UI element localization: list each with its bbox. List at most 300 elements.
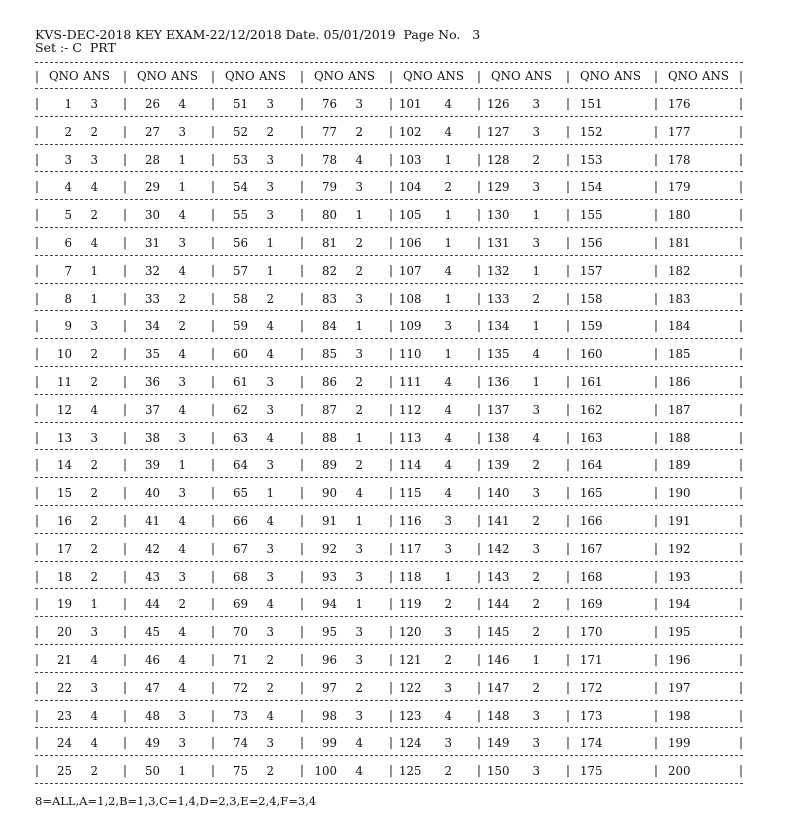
question-number: 124 bbox=[399, 736, 422, 751]
answer: 3 bbox=[532, 180, 540, 195]
answer: 3 bbox=[444, 541, 452, 556]
column-separator: | bbox=[211, 262, 215, 277]
question-number: 164 bbox=[580, 458, 603, 473]
question-number: 64 bbox=[232, 458, 248, 473]
answer: 3 bbox=[266, 736, 274, 751]
column-separator: | bbox=[389, 318, 393, 333]
question-number: 155 bbox=[580, 208, 603, 223]
column-separator: | bbox=[35, 735, 39, 750]
answer: 3 bbox=[178, 430, 186, 445]
qno-header: QNO bbox=[49, 69, 79, 83]
column-separator: | bbox=[300, 707, 304, 722]
column-separator: | bbox=[35, 540, 39, 555]
answer: 1 bbox=[90, 291, 98, 306]
question-number: 96 bbox=[321, 652, 337, 667]
column-separator: | bbox=[654, 596, 658, 611]
qno-header: QNO bbox=[314, 69, 344, 83]
column-separator: | bbox=[477, 707, 481, 722]
column-separator: | bbox=[211, 568, 215, 583]
answer: 3 bbox=[532, 124, 540, 139]
answer: 2 bbox=[532, 513, 540, 528]
column-separator: | bbox=[739, 318, 743, 333]
question-number: 46 bbox=[144, 652, 160, 667]
column-separator: | bbox=[211, 179, 215, 194]
question-number: 151 bbox=[580, 97, 603, 111]
answer: 4 bbox=[266, 513, 274, 528]
column-separator: | bbox=[35, 429, 39, 444]
answer: 1 bbox=[532, 319, 540, 334]
column-separator: | bbox=[300, 651, 304, 666]
question-number: 93 bbox=[321, 569, 337, 584]
question-number: 4 bbox=[64, 180, 72, 195]
question-number: 179 bbox=[668, 180, 691, 195]
column-separator: | bbox=[654, 234, 658, 249]
answer: 3 bbox=[444, 625, 452, 640]
question-number: 1 bbox=[64, 97, 72, 111]
column-separator: | bbox=[566, 96, 570, 110]
question-number: 157 bbox=[580, 263, 603, 278]
column-separator: | bbox=[211, 69, 215, 83]
answer: 2 bbox=[532, 680, 540, 695]
question-number: 71 bbox=[232, 652, 248, 667]
question-number: 118 bbox=[399, 569, 422, 584]
question-number: 119 bbox=[399, 597, 422, 612]
question-number: 12 bbox=[56, 402, 72, 417]
question-number: 192 bbox=[668, 541, 691, 556]
question-number: 196 bbox=[668, 652, 691, 667]
answer: 2 bbox=[90, 458, 98, 473]
table-row bbox=[35, 228, 743, 255]
answer: 2 bbox=[90, 347, 98, 362]
column-separator: | bbox=[389, 512, 393, 527]
column-separator: | bbox=[35, 568, 39, 583]
question-number: 53 bbox=[232, 152, 248, 167]
question-number: 137 bbox=[487, 402, 510, 417]
answer: 2 bbox=[90, 374, 98, 389]
question-number: 50 bbox=[144, 764, 160, 779]
column-separator: | bbox=[123, 373, 127, 388]
answer: 2 bbox=[266, 652, 274, 667]
question-number: 162 bbox=[580, 402, 603, 417]
question-number: 52 bbox=[232, 124, 248, 139]
answer: 4 bbox=[444, 430, 452, 445]
column-separator: | bbox=[35, 457, 39, 472]
question-number: 99 bbox=[321, 736, 337, 751]
question-number: 189 bbox=[668, 458, 691, 473]
column-separator: | bbox=[389, 373, 393, 388]
answer: 4 bbox=[178, 625, 186, 640]
ans-header: ANS bbox=[171, 69, 198, 83]
answer: 4 bbox=[266, 597, 274, 612]
answer: 2 bbox=[532, 597, 540, 612]
question-number: 42 bbox=[144, 541, 160, 556]
column-separator: | bbox=[477, 69, 481, 83]
answer: 4 bbox=[355, 486, 363, 501]
column-separator: | bbox=[739, 179, 743, 194]
answer: 4 bbox=[178, 541, 186, 556]
table-row bbox=[35, 145, 743, 172]
column-separator: | bbox=[477, 568, 481, 583]
question-number: 69 bbox=[232, 597, 248, 612]
ans-header: ANS bbox=[259, 69, 286, 83]
column-separator: | bbox=[477, 596, 481, 611]
column-separator: | bbox=[654, 179, 658, 194]
answer: 3 bbox=[532, 486, 540, 501]
column-separator: | bbox=[123, 262, 127, 277]
question-number: 150 bbox=[487, 764, 510, 779]
answer: 3 bbox=[266, 402, 274, 417]
question-number: 167 bbox=[580, 541, 603, 556]
table-row bbox=[35, 367, 743, 394]
question-number: 175 bbox=[580, 764, 603, 779]
answer: 3 bbox=[266, 458, 274, 473]
answer: 1 bbox=[355, 513, 363, 528]
question-number: 32 bbox=[144, 263, 160, 278]
column-separator: | bbox=[211, 679, 215, 694]
table-row bbox=[35, 478, 743, 505]
answer: 1 bbox=[444, 208, 452, 223]
question-number: 41 bbox=[144, 513, 160, 528]
answer: 2 bbox=[532, 458, 540, 473]
question-number: 113 bbox=[399, 430, 422, 445]
answer: 3 bbox=[532, 764, 540, 779]
table-row bbox=[35, 339, 743, 366]
column-separator: | bbox=[123, 69, 127, 83]
answer: 3 bbox=[355, 652, 363, 667]
column-separator: | bbox=[654, 707, 658, 722]
column-separator: | bbox=[389, 234, 393, 249]
column-separator: | bbox=[123, 207, 127, 222]
question-number: 76 bbox=[321, 97, 337, 111]
table-row bbox=[35, 172, 743, 199]
question-number: 61 bbox=[232, 374, 248, 389]
question-number: 97 bbox=[321, 680, 337, 695]
question-number: 129 bbox=[487, 180, 510, 195]
question-number: 134 bbox=[487, 319, 510, 334]
column-separator: | bbox=[566, 679, 570, 694]
answer: 1 bbox=[266, 486, 274, 501]
column-separator: | bbox=[739, 624, 743, 639]
answer: 3 bbox=[178, 708, 186, 723]
table-row bbox=[35, 756, 743, 783]
question-number: 33 bbox=[144, 291, 160, 306]
question-number: 181 bbox=[668, 235, 691, 250]
answer: 2 bbox=[355, 124, 363, 139]
answer: 3 bbox=[355, 625, 363, 640]
column-separator: | bbox=[35, 373, 39, 388]
column-separator: | bbox=[654, 401, 658, 416]
question-number: 49 bbox=[144, 736, 160, 751]
column-separator: | bbox=[477, 207, 481, 222]
qno-header: QNO bbox=[137, 69, 167, 83]
answer: 1 bbox=[532, 263, 540, 278]
answer: 1 bbox=[532, 208, 540, 223]
column-separator: | bbox=[477, 96, 481, 110]
question-number: 106 bbox=[399, 235, 422, 250]
question-number: 176 bbox=[668, 97, 691, 111]
column-separator: | bbox=[123, 485, 127, 500]
question-number: 28 bbox=[144, 152, 160, 167]
column-separator: | bbox=[477, 123, 481, 138]
table-row bbox=[35, 117, 743, 144]
question-number: 86 bbox=[321, 374, 337, 389]
question-number: 195 bbox=[668, 625, 691, 640]
question-number: 105 bbox=[399, 208, 422, 223]
column-separator: | bbox=[211, 763, 215, 778]
answer: 4 bbox=[90, 708, 98, 723]
qno-header: QNO bbox=[225, 69, 255, 83]
question-number: 165 bbox=[580, 486, 603, 501]
table-row bbox=[35, 506, 743, 533]
answer: 2 bbox=[444, 764, 452, 779]
column-separator: | bbox=[739, 69, 743, 83]
column-separator: | bbox=[123, 457, 127, 472]
question-number: 121 bbox=[399, 652, 422, 667]
column-separator: | bbox=[654, 207, 658, 222]
column-separator: | bbox=[566, 346, 570, 361]
question-number: 143 bbox=[487, 569, 510, 584]
question-number: 30 bbox=[144, 208, 160, 223]
answer: 3 bbox=[532, 736, 540, 751]
question-number: 136 bbox=[487, 374, 510, 389]
question-number: 102 bbox=[399, 124, 422, 139]
question-number: 68 bbox=[232, 569, 248, 584]
answer: 3 bbox=[355, 569, 363, 584]
column-separator: | bbox=[389, 262, 393, 277]
column-separator: | bbox=[739, 512, 743, 527]
answer: 4 bbox=[444, 263, 452, 278]
question-number: 3 bbox=[64, 152, 72, 167]
column-separator: | bbox=[739, 651, 743, 666]
ans-header: ANS bbox=[702, 69, 729, 83]
question-number: 125 bbox=[399, 764, 422, 779]
answer: 3 bbox=[178, 124, 186, 139]
question-number: 80 bbox=[321, 208, 337, 223]
column-separator: | bbox=[211, 151, 215, 166]
question-number: 5 bbox=[64, 208, 72, 223]
column-separator: | bbox=[300, 69, 304, 83]
answer: 3 bbox=[178, 486, 186, 501]
ans-header: ANS bbox=[614, 69, 641, 83]
question-number: 40 bbox=[144, 486, 160, 501]
question-number: 43 bbox=[144, 569, 160, 584]
column-separator: | bbox=[739, 262, 743, 277]
column-separator: | bbox=[566, 568, 570, 583]
question-number: 163 bbox=[580, 430, 603, 445]
column-separator: | bbox=[211, 207, 215, 222]
question-number: 51 bbox=[232, 97, 248, 111]
question-number: 38 bbox=[144, 430, 160, 445]
question-number: 29 bbox=[144, 180, 160, 195]
column-separator: | bbox=[389, 763, 393, 778]
table-row bbox=[35, 450, 743, 477]
column-separator: | bbox=[211, 123, 215, 138]
answer: 2 bbox=[532, 291, 540, 306]
column-separator: | bbox=[477, 179, 481, 194]
column-separator: | bbox=[654, 151, 658, 166]
question-number: 21 bbox=[56, 652, 72, 667]
column-separator: | bbox=[35, 69, 39, 83]
ans-header: ANS bbox=[437, 69, 464, 83]
column-separator: | bbox=[211, 735, 215, 750]
answer: 4 bbox=[178, 97, 186, 111]
column-separator: | bbox=[300, 596, 304, 611]
column-separator: | bbox=[566, 69, 570, 83]
column-separator: | bbox=[566, 735, 570, 750]
column-separator: | bbox=[211, 318, 215, 333]
answer: 3 bbox=[266, 374, 274, 389]
table-row bbox=[35, 645, 743, 672]
answer: 1 bbox=[266, 235, 274, 250]
column-separator: | bbox=[477, 485, 481, 500]
answer: 4 bbox=[532, 430, 540, 445]
answer: 1 bbox=[90, 263, 98, 278]
answer: 2 bbox=[178, 597, 186, 612]
column-separator: | bbox=[654, 624, 658, 639]
column-separator: | bbox=[211, 624, 215, 639]
answer: 3 bbox=[266, 97, 274, 111]
column-separator: | bbox=[211, 401, 215, 416]
qno-header: QNO bbox=[668, 69, 698, 83]
column-separator: | bbox=[566, 207, 570, 222]
column-separator: | bbox=[654, 457, 658, 472]
column-separator: | bbox=[739, 540, 743, 555]
answer: 3 bbox=[178, 569, 186, 584]
qno-header: QNO bbox=[491, 69, 521, 83]
answer: 1 bbox=[355, 597, 363, 612]
answer: 4 bbox=[90, 652, 98, 667]
question-number: 73 bbox=[232, 708, 248, 723]
column-separator: | bbox=[477, 318, 481, 333]
answer: 4 bbox=[90, 402, 98, 417]
column-separator: | bbox=[739, 707, 743, 722]
answer: 3 bbox=[532, 235, 540, 250]
question-number: 161 bbox=[580, 374, 603, 389]
answer: 3 bbox=[355, 97, 363, 111]
table-row bbox=[35, 562, 743, 589]
column-separator: | bbox=[123, 679, 127, 694]
ans-header: ANS bbox=[525, 69, 552, 83]
column-separator: | bbox=[566, 540, 570, 555]
column-separator: | bbox=[477, 735, 481, 750]
table-row bbox=[35, 423, 743, 450]
question-number: 88 bbox=[321, 430, 337, 445]
column-separator: | bbox=[211, 485, 215, 500]
question-number: 145 bbox=[487, 625, 510, 640]
question-number: 16 bbox=[56, 513, 72, 528]
table-rule bbox=[35, 783, 743, 784]
question-number: 183 bbox=[668, 291, 691, 306]
table-row bbox=[35, 200, 743, 227]
answer: 4 bbox=[90, 180, 98, 195]
column-separator: | bbox=[35, 679, 39, 694]
answer: 4 bbox=[355, 736, 363, 751]
question-number: 6 bbox=[64, 235, 72, 250]
answer: 3 bbox=[532, 708, 540, 723]
question-number: 158 bbox=[580, 291, 603, 306]
answer: 4 bbox=[444, 402, 452, 417]
question-number: 27 bbox=[144, 124, 160, 139]
column-separator: | bbox=[300, 373, 304, 388]
question-number: 77 bbox=[321, 124, 337, 139]
column-separator: | bbox=[739, 373, 743, 388]
question-number: 20 bbox=[56, 625, 72, 640]
question-number: 81 bbox=[321, 235, 337, 250]
column-separator: | bbox=[389, 540, 393, 555]
question-number: 90 bbox=[321, 486, 337, 501]
answer: 1 bbox=[444, 569, 452, 584]
answer: 4 bbox=[532, 347, 540, 362]
column-separator: | bbox=[654, 679, 658, 694]
question-number: 85 bbox=[321, 347, 337, 362]
column-separator: | bbox=[389, 485, 393, 500]
column-separator: | bbox=[35, 234, 39, 249]
question-number: 89 bbox=[321, 458, 337, 473]
column-separator: | bbox=[123, 401, 127, 416]
question-number: 54 bbox=[232, 180, 248, 195]
column-separator: | bbox=[654, 540, 658, 555]
answer: 3 bbox=[444, 319, 452, 334]
column-separator: | bbox=[566, 290, 570, 305]
question-number: 135 bbox=[487, 347, 510, 362]
answer: 1 bbox=[532, 652, 540, 667]
column-separator: | bbox=[739, 596, 743, 611]
set-label: Set :- C PRT bbox=[35, 40, 116, 55]
table-row bbox=[35, 673, 743, 700]
question-number: 95 bbox=[321, 625, 337, 640]
answer: 3 bbox=[178, 235, 186, 250]
column-separator: | bbox=[35, 485, 39, 500]
answer: 4 bbox=[266, 347, 274, 362]
column-separator: | bbox=[300, 735, 304, 750]
column-separator: | bbox=[389, 290, 393, 305]
answer: 3 bbox=[355, 291, 363, 306]
question-number: 197 bbox=[668, 680, 691, 695]
column-separator: | bbox=[300, 568, 304, 583]
table-row bbox=[35, 311, 743, 338]
question-number: 188 bbox=[668, 430, 691, 445]
column-separator: | bbox=[566, 457, 570, 472]
column-separator: | bbox=[654, 123, 658, 138]
question-number: 180 bbox=[668, 208, 691, 223]
column-separator: | bbox=[123, 429, 127, 444]
question-number: 100 bbox=[314, 764, 337, 779]
question-number: 144 bbox=[487, 597, 510, 612]
column-separator: | bbox=[35, 763, 39, 778]
column-separator: | bbox=[389, 151, 393, 166]
question-number: 48 bbox=[144, 708, 160, 723]
question-number: 138 bbox=[487, 430, 510, 445]
question-number: 187 bbox=[668, 402, 691, 417]
question-number: 55 bbox=[232, 208, 248, 223]
qno-header: QNO bbox=[580, 69, 610, 83]
column-separator: | bbox=[300, 123, 304, 138]
answer: 2 bbox=[90, 764, 98, 779]
column-separator: | bbox=[566, 318, 570, 333]
column-separator: | bbox=[654, 485, 658, 500]
question-number: 110 bbox=[399, 347, 422, 362]
column-separator: | bbox=[389, 429, 393, 444]
question-number: 127 bbox=[487, 124, 510, 139]
answer: 3 bbox=[178, 374, 186, 389]
column-separator: | bbox=[739, 401, 743, 416]
question-number: 185 bbox=[668, 347, 691, 362]
column-separator: | bbox=[123, 735, 127, 750]
answer-key-table bbox=[35, 62, 743, 784]
column-separator: | bbox=[389, 96, 393, 110]
column-separator: | bbox=[739, 346, 743, 361]
question-number: 115 bbox=[399, 486, 422, 501]
